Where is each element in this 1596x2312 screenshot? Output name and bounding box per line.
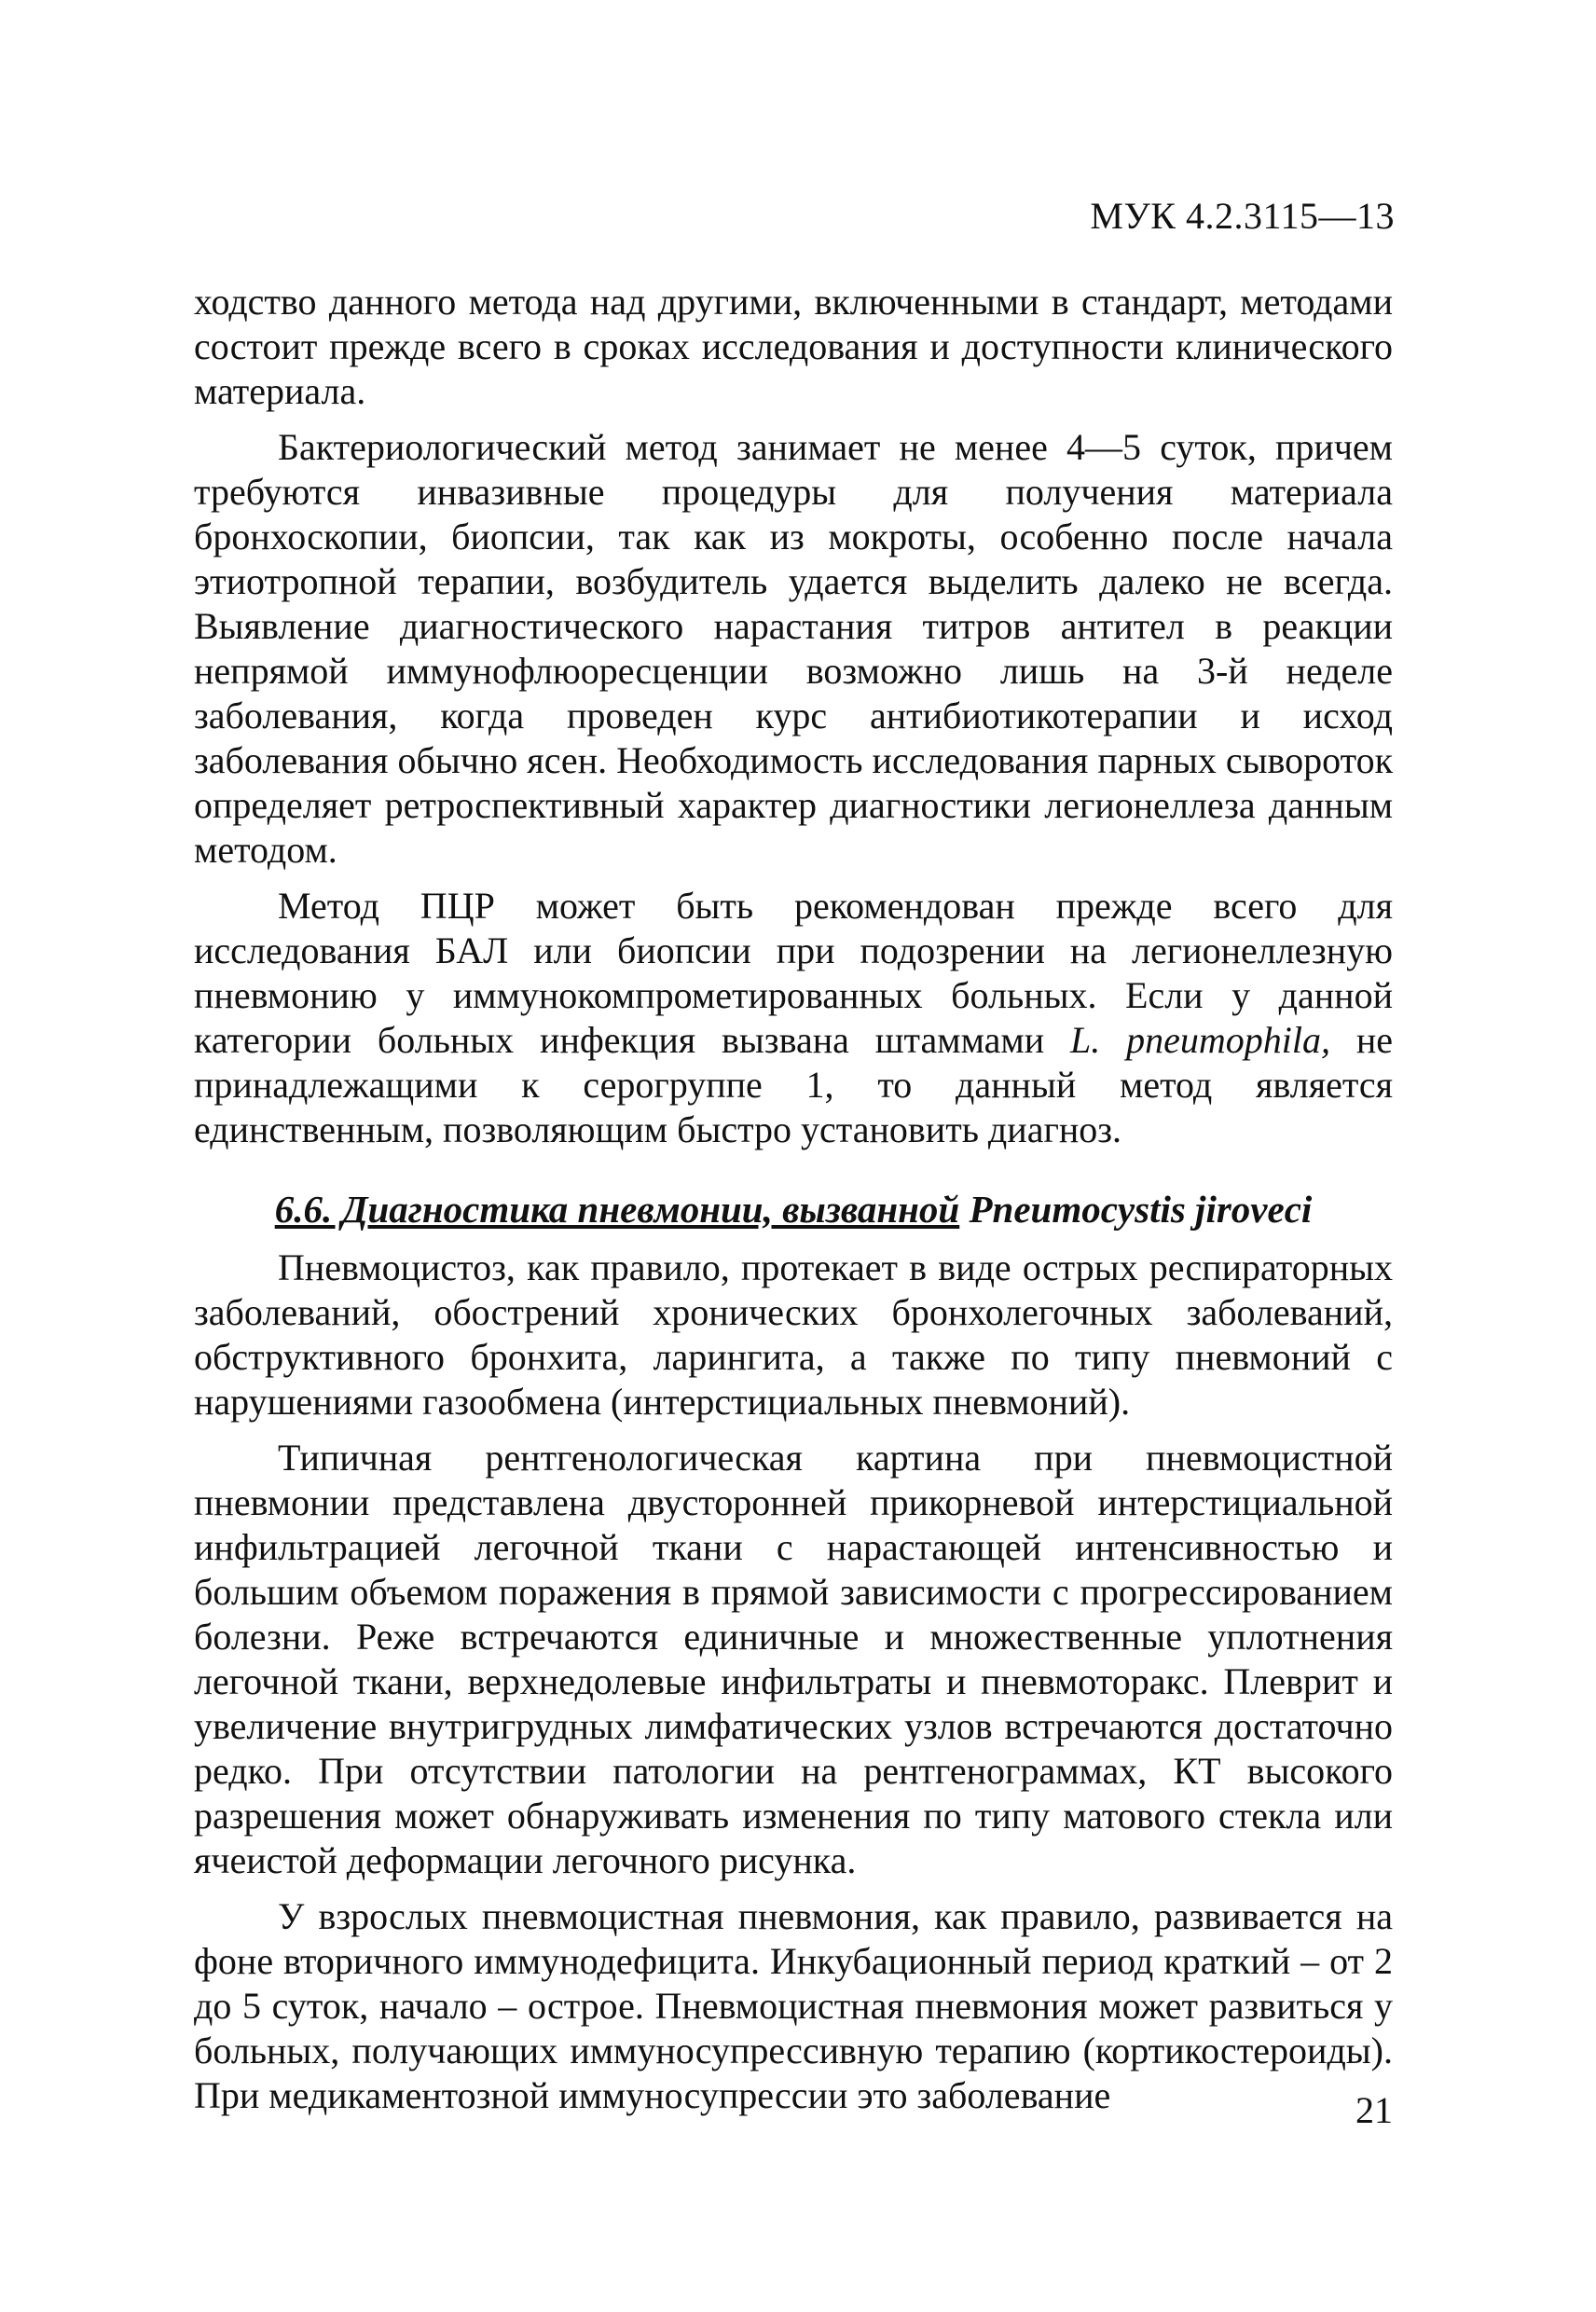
document-code-header: МУК 4.2.3115—13 [1090,195,1395,237]
paragraph-continuation: ходство данного метода над другими, включенными в стандарт, методами состоит прежде всего в сроках исследования и доступности клинического материала. [194,281,1393,412]
section-heading-title: 6.6. Диагностика пневмонии, вызванной [274,1188,960,1231]
section-heading [194,1186,1393,1232]
paragraph-bacteriological-method: Бактериологический метод занимает не менее 4—5 суток, причем требуются инвазивные процедуры для получения материала бронхоскопии, биопсии, так как из мокроты, особенно после начала этиотропной терапии, возбудитель удается выделить далеко не всегда. Выявление диагностического нарастания титров антител в реакции непрямой иммунофлюоресценции возможно лишь на 3-й неделе заболевания, когда проведен курс антибиотикотерапии и исход заболевания обычно ясен. Необходимость исследования парных сывороток определяет ретроспективный характер диагностики легионеллеза данным методом. [194,426,1393,871]
paragraph-pneumocystosis-course: Пневмоцистоз, как правило, протекает в виде острых респираторных заболеваний, обострений хронических бронхолегочных заболеваний, обструктивного бронхита, ларингита, а также по типу пневмоний с нарушениями газообмена (интерстициальных пневмоний). [194,1246,1393,1423]
paragraph-adults: У взрослых пневмоцистная пневмония, как правило, развивается на фоне вторичного иммунодефицита. Инкубационный период краткий – от 2 до 5 суток, начало – острое. Пневмоцистная пневмония может развиться у больных, получающих иммуносупрессивную терапию (кортикостероиды). При медикаментозной иммуносупрессии это заболевание [194,1895,1393,2116]
paragraph-radiology: Типичная рентгенологическая картина при пневмоцистной пневмонии представлена двусторонней прикорневой интерстициальной инфильтрацией легочной ткани с нарастающей интенсивностью и большим объемом поражения в прямой зависимости с прогрессированием болезни. Реже встречаются единичные и множественные уплотнения легочной ткани, верхнедолевые инфильтраты и пневмоторакс. Плеврит и увеличение внутригрудных лимфатических узлов встречаются достаточно редко. При отсутствии патологии на рентгенограммах, КТ высокого разрешения может обнаруживать изменения по типу матового стекла или ячеистой деформации легочного рисунка. [194,1437,1393,1881]
section-heading-species: Pneumocystis jiroveci [969,1188,1313,1231]
page-number: 21 [1355,2089,1393,2131]
page-body [194,280,1393,2129]
species-name: L. pneumophila, [1069,1019,1330,1061]
paragraph-pcr-method [194,884,1393,1152]
pcr-text-end: не принадлежащими к серогруппе 1, то данный метод является единственным, позволяющим быстро установить диагноз. [194,1019,1393,1150]
pcr-text-start: Метод ПЦР может быть рекомендован прежде всего для исследования БАЛ или биопсии при подозрении на легионеллезную пневмонию у иммунокомпрометированных больных. Если у данной категории больных инфекция вызвана штаммами [194,885,1393,1061]
